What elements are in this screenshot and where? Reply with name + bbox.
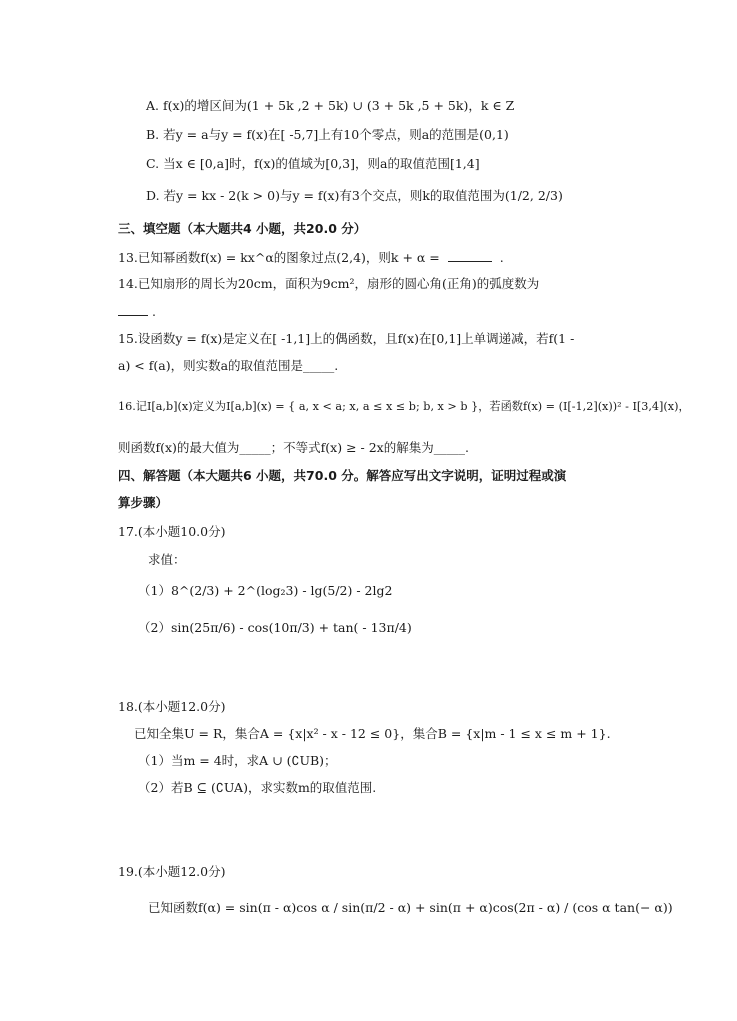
question-19-stem: 已知函数f(α) = sin(π - α)cos α / sin(π/2 - α) + sin(π + α)cos(2π - α) / (cos α tan(− α))	[148, 900, 673, 915]
option-c: C. 当x ∈ [0,a]时，f(x)的值域为[0,3]，则a的取值范围[1,4]	[146, 156, 480, 171]
question-18-part2: （2）若B ⊆ (∁UA)，求实数m的取值范围.	[138, 780, 377, 795]
question-15-line1: 15.设函数y = f(x)是定义在[ -1,1]上的偶函数，且f(x)在[0,1]上单调递减，若f(1 -	[118, 331, 575, 346]
option-b: B. 若y = a与y = f(x)在[ -5,7]上有10个零点，则a的范围是(0,1)	[146, 127, 509, 142]
question-19-title: 19.(本小题12.0分)	[118, 864, 226, 879]
question-14-blank	[118, 303, 156, 319]
section4-heading-line1: 四、解答题（本大题共6 小题，共70.0 分。解答应写出文字说明，证明过程或演	[118, 468, 567, 483]
section3-heading: 三、填空题（本大题共4 小题，共20.0 分）	[118, 221, 367, 236]
question-17-part2: （2）sin(25π/6) - cos(10π/3) + tan( - 13π/4)	[138, 620, 412, 635]
answer-blank	[118, 303, 148, 316]
question-13-text: 13.已知幂函数f(x) = kx^α的图象过点(2,4)，则k + α =	[118, 250, 440, 265]
option-d: D. 若y = kx - 2(k > 0)与y = f(x)有3个交点，则k的取值范围为(1/2, 2/3)	[146, 188, 563, 203]
question-18-stem: 已知全集U = R，集合A = {x|x² - x - 12 ≤ 0}，集合B = {x|m - 1 ≤ x ≤ m + 1}.	[134, 726, 611, 741]
option-a: A. f(x)的增区间为(1 + 5k ,2 + 5k) ∪ (3 + 5k ,5 + 5k)，k ∈ Z	[146, 98, 515, 113]
section4-heading-line2: 算步骤）	[118, 495, 169, 510]
question-14-end: .	[151, 304, 156, 319]
question-15-line2: a) < f(a)，则实数a的取值范围是_____.	[118, 358, 339, 373]
question-13	[118, 249, 504, 265]
question-17-part1: （1）8^(2/3) + 2^(log₂3) - lg(5/2) - 2lg2	[138, 583, 393, 598]
question-13-end: .	[499, 250, 504, 265]
question-16-line1: 16.记I[a,b](x)定义为I[a,b](x) = { a, x < a; x, a ≤ x ≤ b; b, x > b }，若函数f(x) = (I[-1,2](x))² - I[3,4](x)，	[118, 400, 690, 413]
answer-blank	[448, 249, 492, 262]
question-17-title: 17.(本小题10.0分)	[118, 524, 226, 539]
question-16-line2: 则函数f(x)的最大值为_____；不等式f(x) ≥ - 2x的解集为_____.	[118, 440, 469, 455]
question-18-part1: （1）当m = 4时，求A ∪ (∁UB)；	[138, 753, 337, 768]
question-14: 14.已知扇形的周长为20cm，面积为9cm²，扇形的圆心角(正角)的弧度数为	[118, 276, 540, 291]
question-18-title: 18.(本小题12.0分)	[118, 699, 226, 714]
question-17-intro: 求值：	[148, 552, 186, 567]
